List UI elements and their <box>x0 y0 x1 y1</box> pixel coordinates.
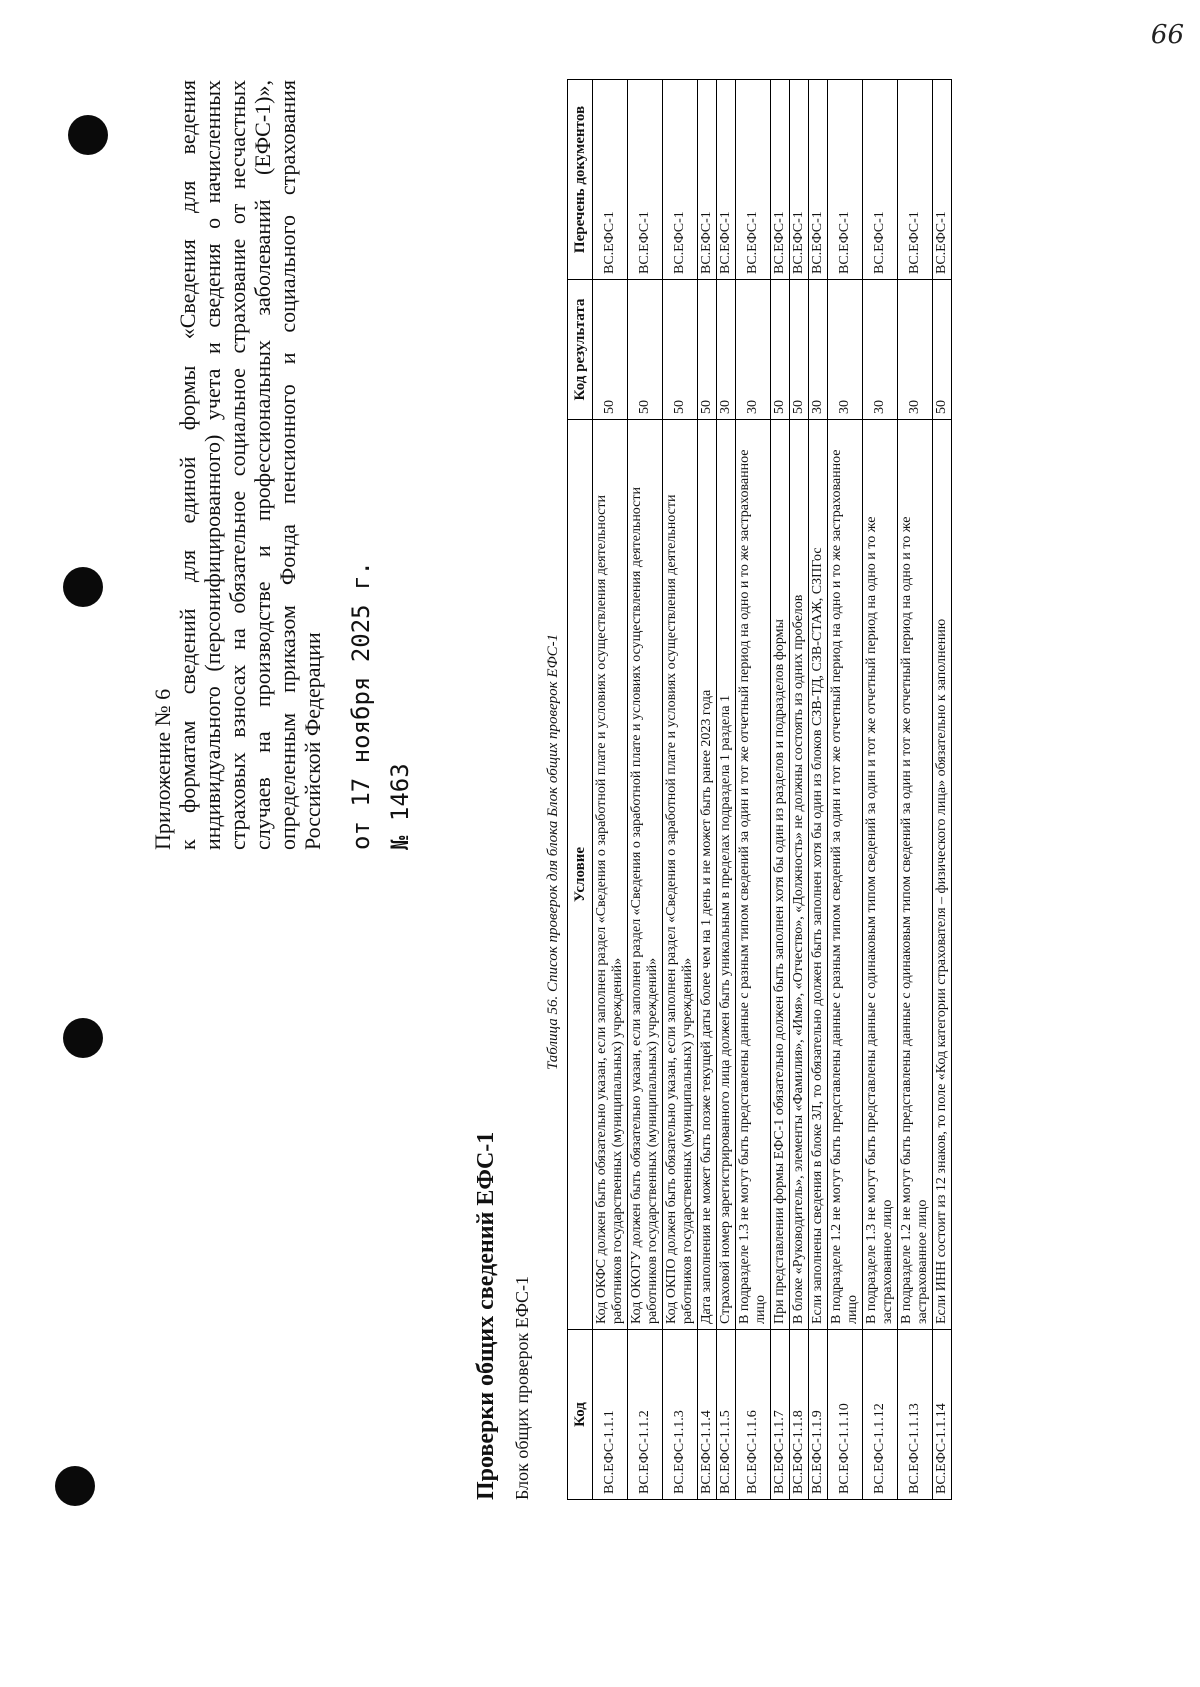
cell-result-code: 50 <box>628 280 663 420</box>
cell-documents: ВС.ЕФС-1 <box>698 80 717 280</box>
cell-condition: Код ОКПО должен быть обязательно указан, если заполнен раздел «Сведения о заработной плате и условиях осуществления деятельности работников государственных (муниципальных) учреждений» <box>663 420 698 1330</box>
cell-code: ВС.ЕФС-1.1.5 <box>717 1330 736 1500</box>
cell-result-code: 30 <box>863 280 898 420</box>
cell-result-code: 50 <box>698 280 717 420</box>
cell-code: ВС.ЕФС-1.1.14 <box>933 1330 952 1500</box>
appendix-title: Приложение № 6 <box>150 688 175 850</box>
cell-condition: В подразделе 1.2 не могут быть представлены данные с одинаковым типом сведений за один и тот же отчетный период на одно и то же застрахованное лицо <box>898 420 933 1330</box>
cell-documents: ВС.ЕФС-1 <box>898 80 933 280</box>
table-header-row <box>568 80 593 1500</box>
cell-result-code: 30 <box>717 280 736 420</box>
cell-condition: В подразделе 1.2 не могут быть представлены данные с разным типом сведений за один и тот же отчетный период на одно и то же застрахованное лицо <box>828 420 863 1330</box>
cell-code: ВС.ЕФС-1.1.7 <box>771 1330 790 1500</box>
header-result-code: Код результата <box>568 280 593 420</box>
table-row <box>593 80 628 1500</box>
cell-result-code: 50 <box>933 280 952 420</box>
table-row <box>698 80 717 1500</box>
cell-code: ВС.ЕФС-1.1.10 <box>828 1330 863 1500</box>
appendix-block <box>150 80 413 850</box>
cell-documents: ВС.ЕФС-1 <box>717 80 736 280</box>
cell-condition: Дата заполнения не может быть позже текущей даты более чем на 1 день и не может быть ранее 2023 года <box>698 420 717 1330</box>
cell-result-code: 30 <box>898 280 933 420</box>
section-title: Проверки общих сведений ЕФС-1 <box>473 1131 499 1500</box>
cell-condition: Если заполнены сведения в блоке ЗЛ, то обязательно должен быть заполнен хотя бы один из блоков СЗВ-ТД, СЗВ-СТАЖ, СЗПГос <box>809 420 828 1330</box>
cell-documents: ВС.ЕФС-1 <box>628 80 663 280</box>
table-caption: Таблица 56. Список проверок для блока Блок общих проверок ЕФС-1 <box>545 633 561 1070</box>
cell-documents: ВС.ЕФС-1 <box>663 80 698 280</box>
table-row <box>663 80 698 1500</box>
cell-code: ВС.ЕФС-1.1.13 <box>898 1330 933 1500</box>
table-row <box>828 80 863 1500</box>
table-row <box>933 80 952 1500</box>
cell-code: ВС.ЕФС-1.1.1 <box>593 1330 628 1500</box>
cell-condition: Страховой номер зарегистрированного лица должен быть уникальным в пределах подраздела 1 раздела 1 <box>717 420 736 1330</box>
cell-condition: В блоке «Руководитель», элементы «Фамилия», «Имя», «Отчество», «Должность» не должны состоять из одних пробелов <box>790 420 809 1330</box>
table-row <box>717 80 736 1500</box>
block-label: Блок общих проверок ЕФС-1 <box>512 1276 532 1500</box>
cell-code: ВС.ЕФС-1.1.4 <box>698 1330 717 1500</box>
table-row <box>790 80 809 1500</box>
table-row <box>863 80 898 1500</box>
checks-table <box>567 79 952 1500</box>
cell-documents: ВС.ЕФС-1 <box>593 80 628 280</box>
cell-code: ВС.ЕФС-1.1.9 <box>809 1330 828 1500</box>
cell-documents: ВС.ЕФС-1 <box>809 80 828 280</box>
table-row <box>898 80 933 1500</box>
cell-documents: ВС.ЕФС-1 <box>863 80 898 280</box>
cell-result-code: 50 <box>663 280 698 420</box>
cell-result-code: 30 <box>736 280 771 420</box>
cell-code: ВС.ЕФС-1.1.6 <box>736 1330 771 1500</box>
page-number: 66 <box>1150 20 1184 50</box>
header-documents: Перечень документов <box>568 80 593 280</box>
cell-result-code: 50 <box>593 280 628 420</box>
cell-documents: ВС.ЕФС-1 <box>771 80 790 280</box>
cell-code: ВС.ЕФС-1.1.12 <box>863 1330 898 1500</box>
cell-documents: ВС.ЕФС-1 <box>828 80 863 280</box>
cell-condition: Если ИНН состоит из 12 знаков, то поле «Код категории страхователя – физического лица» обязательно к заполнению <box>933 420 952 1330</box>
cell-result-code: 30 <box>809 280 828 420</box>
appendix-number: № 1463 <box>386 763 414 850</box>
header-condition: Условие <box>568 420 593 1330</box>
cell-condition: Код ОКФС должен быть обязательно указан, если заполнен раздел «Сведения о заработной плате и условиях осуществления деятельности работников государственных (муниципальных) учреждений» <box>593 420 628 1330</box>
cell-condition: При представлении формы ЕФС-1 обязательно должен быть заполнен хотя бы один из разделов и подразделов формы <box>771 420 790 1330</box>
cell-code: ВС.ЕФС-1.1.3 <box>663 1330 698 1500</box>
table-row <box>771 80 790 1500</box>
appendix-text: к форматам сведений для единой формы «Сведения для ведения индивидуального (персонифицированного) учета и сведения о начисленных страховых взносах на обязательное социальное страхование от несчастных случаев на производстве и профессиональных заболеваний (ЕФС-1)», определенным приказом Фонда пенсионного и социального страхования Российской Федерации <box>175 80 325 850</box>
table-row <box>736 80 771 1500</box>
cell-result-code: 30 <box>828 280 863 420</box>
cell-code: ВС.ЕФС-1.1.8 <box>790 1330 809 1500</box>
cell-code: ВС.ЕФС-1.1.2 <box>628 1330 663 1500</box>
rotated-page-content <box>80 70 1160 1610</box>
table-row <box>809 80 828 1500</box>
table-row <box>628 80 663 1500</box>
appendix-date: от 17 ноября 2025 г. <box>347 561 375 850</box>
cell-result-code: 50 <box>790 280 809 420</box>
header-code: Код <box>568 1330 593 1500</box>
cell-condition: В подразделе 1.3 не могут быть представлены данные с одинаковым типом сведений за один и тот же отчетный период на одно и то же застрахованное лицо <box>863 420 898 1330</box>
cell-result-code: 50 <box>771 280 790 420</box>
cell-condition: Код ОКОГУ должен быть обязательно указан, если заполнен раздел «Сведения о заработной плате и условиях осуществления деятельности работников государственных (муниципальных) учреждений» <box>628 420 663 1330</box>
cell-documents: ВС.ЕФС-1 <box>933 80 952 280</box>
cell-documents: ВС.ЕФС-1 <box>736 80 771 280</box>
cell-condition: В подразделе 1.3 не могут быть представлены данные с разным типом сведений за один и тот же отчетный период на одно и то же застрахованное лицо <box>736 420 771 1330</box>
cell-documents: ВС.ЕФС-1 <box>790 80 809 280</box>
